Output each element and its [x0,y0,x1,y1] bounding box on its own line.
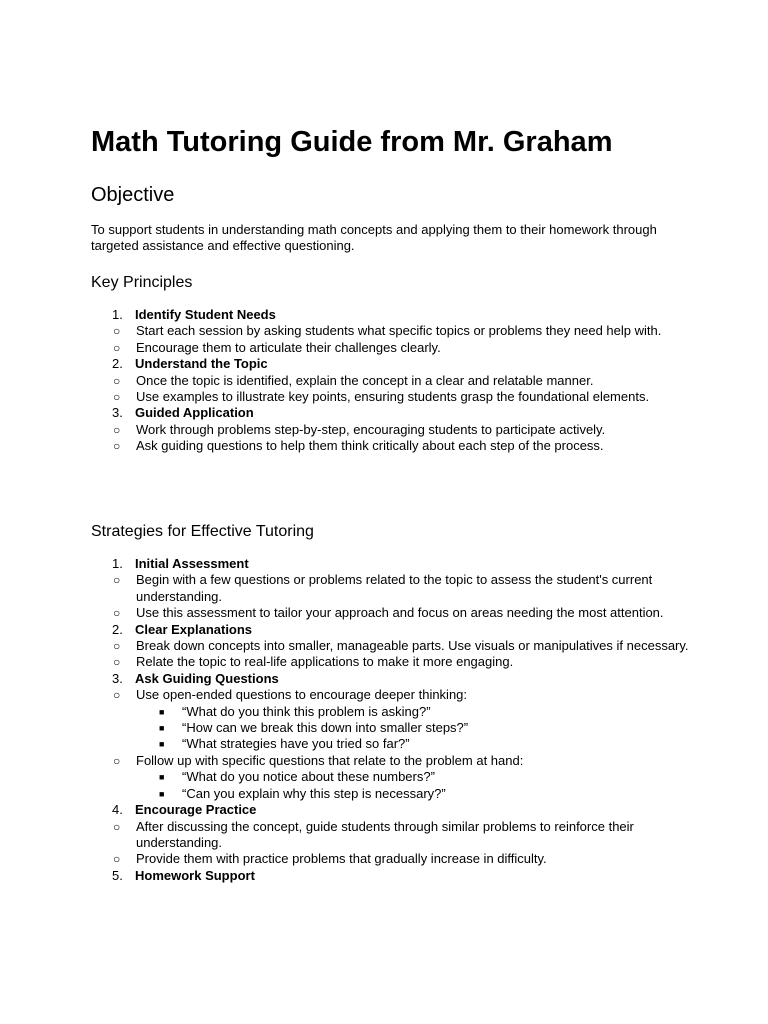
sub-list-item [91,654,691,670]
sub-list-item [91,851,691,867]
strategies-heading: Strategies for Effective Tutoring [91,523,314,540]
list-item-title: Ask Guiding Questions [135,670,279,686]
list-item [91,802,691,818]
sub-list-item [91,753,691,769]
question-list-item [91,736,691,752]
sub-list-item [91,340,691,356]
question-text: “What do you notice about these numbers?” [182,769,435,785]
list-item [91,356,691,372]
sub-list-item-text: Begin with a few questions or problems related to the topic to assess the student's current understanding. [136,572,653,604]
question-list-item [91,704,691,720]
list-item-number: 4. [112,802,123,818]
hollow-circle-bullet-icon: ○ [113,390,121,405]
sub-list-item [91,572,691,605]
list-item-number: 3. [112,670,123,686]
question-text: “How can we break this down into smaller steps?” [182,720,469,736]
sub-list-item-text: Once the topic is identified, explain the concept in a clear and relatable manner. [136,372,594,388]
document-title: Math Tutoring Guide from Mr. Graham [91,126,613,158]
sub-list-item-text: Use open-ended questions to encourage deeper thinking: [136,687,468,703]
objective-heading: Objective [91,184,175,206]
list-item-number: 2. [112,356,123,372]
question-list-item [91,786,691,802]
hollow-circle-bullet-icon: ○ [113,373,121,388]
key-principles-heading: Key Principles [91,274,193,291]
list-item-number: 1. [112,556,123,571]
square-bullet-icon: ■ [159,739,165,750]
question-list-item [91,769,691,785]
question-list-item [91,720,691,736]
strategies-list [91,556,691,884]
sub-list-item-text: After discussing the concept, guide students through similar problems to reinforce their understanding. [136,818,634,850]
sub-list-item-text: Encourage them to articulate their challenges clearly. [136,339,441,355]
list-item-number: 5. [112,867,123,883]
sub-list-item [91,638,691,654]
sub-list-item [91,438,691,454]
sub-list-item-text: Provide them with practice problems that gradually increase in difficulty. [136,851,547,867]
sub-list-item-text: Ask guiding questions to help them think critically about each step of the process. [136,438,604,454]
square-bullet-icon: ■ [159,772,165,783]
square-bullet-icon: ■ [159,723,165,734]
sub-list-item-text: Use examples to illustrate key points, ensuring students grasp the foundational elements. [136,389,650,405]
list-item [91,622,691,638]
list-item-title: Understand the Topic [135,356,268,372]
list-item [91,307,691,323]
hollow-circle-bullet-icon: ○ [113,639,121,654]
hollow-circle-bullet-icon: ○ [113,819,121,834]
question-text: “What do you think this problem is asking?” [182,703,431,719]
hollow-circle-bullet-icon: ○ [113,688,121,703]
question-text: “What strategies have you tried so far?” [182,736,410,752]
list-item [91,556,691,572]
list-item-title: Identify Student Needs [135,307,276,322]
square-bullet-icon: ■ [159,788,165,799]
hollow-circle-bullet-icon: ○ [113,573,121,588]
list-item-title: Guided Application [135,405,254,421]
hollow-circle-bullet-icon: ○ [113,655,121,670]
list-item [91,405,691,421]
list-item [91,671,691,687]
list-item-number: 1. [112,307,123,322]
list-item-number: 3. [112,405,123,421]
list-item-title: Homework Support [135,867,255,883]
hollow-circle-bullet-icon: ○ [113,439,121,454]
list-item [91,868,691,884]
key-principles-list [91,307,691,455]
sub-list-item-text: Start each session by asking students what specific topics or problems they need help with. [136,323,662,339]
square-bullet-icon: ■ [159,706,165,717]
sub-list-item [91,389,691,405]
sub-list-item [91,373,691,389]
objective-text: To support students in understanding math concepts and applying them to their homework through targeted assistance and effective questioning. [91,222,657,254]
sub-list-item-text: Use this assessment to tailor your approach and focus on areas needing the most attention. [136,605,664,621]
sub-list-item [91,323,691,339]
list-item-title: Initial Assessment [135,556,249,571]
hollow-circle-bullet-icon: ○ [113,753,121,768]
question-text: “Can you explain why this step is necessary?” [182,785,446,801]
list-item-title: Clear Explanations [135,621,253,637]
sub-list-item-text: Follow up with specific questions that relate to the problem at hand: [136,752,524,768]
sub-list-item-text: Work through problems step-by-step, encouraging students to participate actively. [136,421,606,437]
hollow-circle-bullet-icon: ○ [113,324,121,339]
sub-list-item [91,687,691,703]
list-item-number: 2. [112,621,123,637]
sub-list-item [91,422,691,438]
hollow-circle-bullet-icon: ○ [113,340,121,355]
hollow-circle-bullet-icon: ○ [113,606,121,621]
sub-list-item [91,819,691,852]
hollow-circle-bullet-icon: ○ [113,852,121,867]
sub-list-item [91,605,691,621]
sub-list-item-text: Break down concepts into smaller, manageable parts. Use visuals or manipulatives if necessary. [136,638,689,654]
hollow-circle-bullet-icon: ○ [113,422,121,437]
sub-list-item-text: Relate the topic to real-life applications to make it more engaging. [136,654,514,670]
list-item-title: Encourage Practice [135,802,257,818]
